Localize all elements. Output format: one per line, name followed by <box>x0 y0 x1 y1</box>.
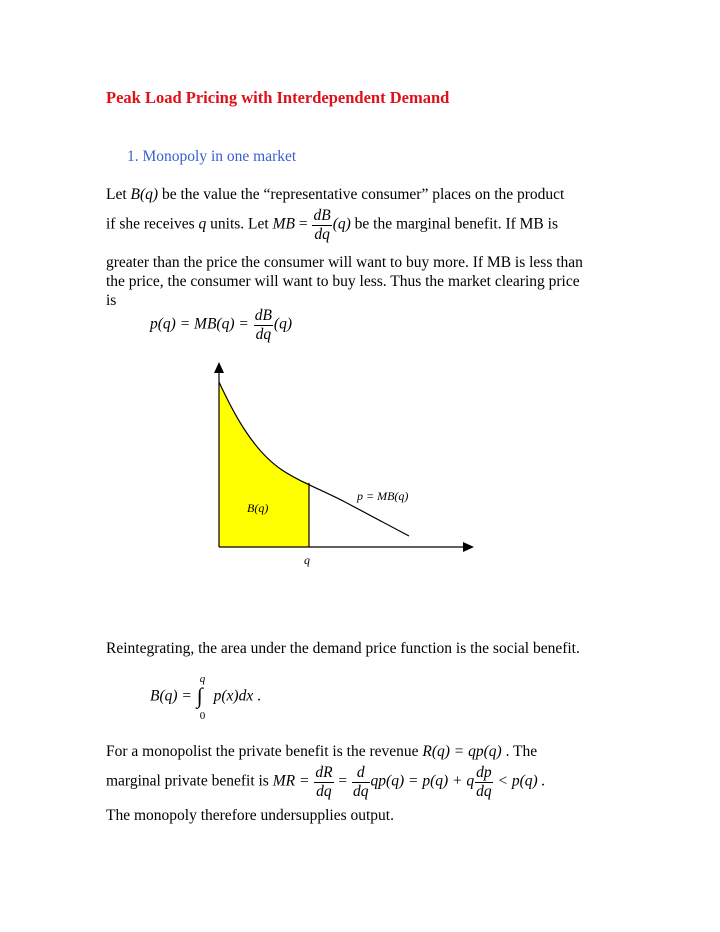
math-equals: = <box>334 772 352 790</box>
text: be the value the “representative consumer” places on the product <box>158 186 565 203</box>
math-expression: qp(q) = p(q) + q <box>370 772 475 790</box>
math-b-of-q: B(q) <box>130 186 159 203</box>
equation-lhs: B(q) = <box>150 687 196 705</box>
fraction-numerator: dR <box>315 764 333 781</box>
text: be the marginal benefit. If MB is <box>350 215 558 233</box>
text: . The <box>501 743 538 760</box>
math-revenue: R(q) = qp(q) <box>422 743 502 760</box>
math-of-q: (q) <box>332 215 351 233</box>
fraction-dp-dq <box>475 765 493 799</box>
integral-upper-limit: q <box>199 673 206 685</box>
paragraph-1-line-3: greater than the price the consumer will want to buy more. If MB is less than <box>106 254 583 271</box>
fraction-dr-dq <box>314 765 333 799</box>
paragraph-1-line-4: the price, the consumer will want to buy less. Thus the market clearing price <box>106 273 580 290</box>
y-axis-arrow <box>214 362 224 373</box>
fraction-numerator: dp <box>476 764 492 781</box>
fraction-numerator: dB <box>313 207 331 224</box>
fraction-denominator: dq <box>316 782 332 800</box>
integral-lower-limit: 0 <box>199 710 206 722</box>
integral-symbol <box>196 673 210 722</box>
area-label: B(q) <box>247 501 269 515</box>
x-axis-label: q <box>304 553 310 567</box>
section-heading: 1. Monopoly in one market <box>127 148 297 165</box>
fraction-d-dq <box>352 765 370 799</box>
text: units. Let <box>206 215 273 233</box>
math-mr: MR = <box>272 772 314 790</box>
fraction-denominator: dq <box>353 782 369 800</box>
curve-label: p = MB(q) <box>357 489 409 503</box>
fraction-denominator: dq <box>314 225 330 243</box>
equation-rhs: (q) <box>273 315 292 333</box>
paragraph-1-line-5: is <box>106 292 117 309</box>
benefit-area-fill <box>219 382 309 547</box>
integral-sign: ∫ <box>196 683 203 708</box>
equation-lhs: p(q) = MB(q) = <box>150 315 253 333</box>
fraction-numerator: d <box>352 765 370 783</box>
page-title: Peak Load Pricing with Interdependent Demand <box>106 88 450 107</box>
paragraph-2: Reintegrating, the area under the demand price function is the social benefit. <box>106 640 580 657</box>
equation-integral <box>150 673 261 722</box>
paragraph-3-line-2 <box>106 765 545 799</box>
integrand: p(x)dx <box>213 687 254 705</box>
text: if she receives <box>106 215 199 233</box>
math-equals: = <box>294 215 312 233</box>
fraction-numerator: dB <box>254 307 272 324</box>
text: marginal private benefit is <box>106 772 273 790</box>
math-inequality: < p(q) . <box>493 772 546 790</box>
math-mb: MB <box>272 215 295 233</box>
fraction-denominator: dq <box>255 325 272 343</box>
math-q: q <box>198 215 207 233</box>
fraction-denominator: dq <box>476 782 492 800</box>
x-axis-arrow <box>463 542 474 552</box>
paragraph-3-line-3: The monopoly therefore undersupplies output. <box>106 807 394 824</box>
period: . <box>253 687 261 705</box>
text: Let <box>106 186 131 203</box>
text: For a monopolist the private benefit is the revenue <box>106 743 423 760</box>
paragraph-3-line-1 <box>106 742 537 761</box>
